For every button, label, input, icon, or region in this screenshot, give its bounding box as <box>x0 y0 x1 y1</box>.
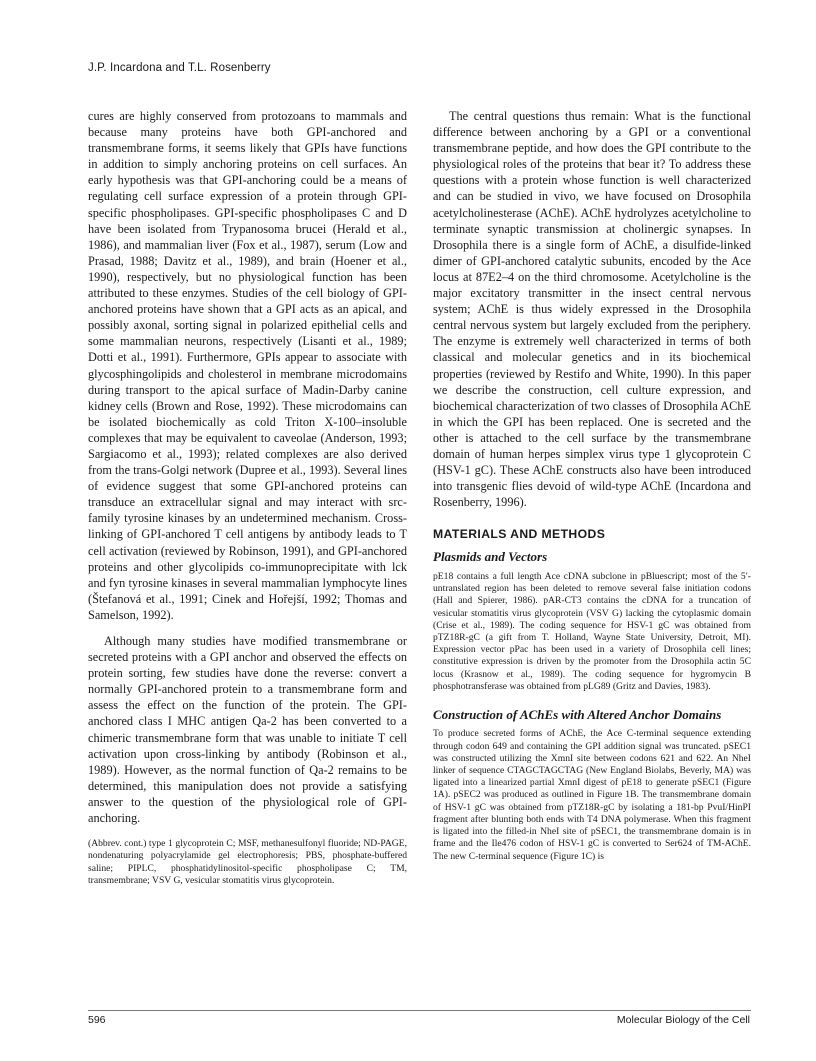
subsection-heading: Plasmids and Vectors <box>433 549 548 565</box>
right-column <box>433 108 751 863</box>
methods-paragraph: pE18 contains a full length Ace cDNA subclone in pBluescript; most of the 5′-untranslated region has been deleted to remove several false initiation codons (Hall and Spierer, 1986). pAR-CT3 contains the cDNA for a truncation of vesicular stomatitis virus glycoprotein (VSV G) lacking the cytoplasmic domain (Crise et al., 1989). The coding sequence for HSV-1 gC was obtained from pTZ18R-gC (a gift from T. Holland, Wayne State University, Detroit, MI). Expression vector pPac has been used in a variety of Drosophila cell lines; constitutive expression is driven by the promoter from the Drosophila actin 5C locus (Krasnow et al., 1989). The coding sequence for hygromycin B phosphotransferase was obtained from pLG89 (Gritz and Davies, 1983). <box>433 570 751 692</box>
methods-paragraph: To produce secreted forms of AChE, the Ace C-terminal sequence extending through codon 649 and containing the GPI addition signal was truncated. pSEC1 was constructed utilizing the XmnI site between codons 621 and 622. An NheI linker of sequence CTAGCTAGCTAG (New England Biolabs, Beverly, MA) was ligated into a linearized partial XmnI digest of pE18 to generate pSEC1 (Figure 1A). pSEC2 was produced as outlined in Figure 1B. The transmembrane domain of HSV-1 gC was obtained from pTZ18R-gC by isolating a 181-bp PvuI/HinPI fragment after blunting both ends with T4 DNA polymerase. When this fragment is ligated into the filled-in NheI site of pSEC1, the transmembrane domain is in frame and the Ile476 codon of HSV-1 gC is converted to Ser624 of TM-AChE. The new C-terminal sequence (Figure 1C) is <box>433 728 751 862</box>
body-paragraph: The central questions thus remain: What is the functional difference between anchoring by a GPI or a conventional transmembrane peptide, and how does the GPI contribute to the physiological roles of the proteins that bear it? To address these questions with a protein whose function is well characterized and can be studied in vivo, we have focused on Drosophila acetylcholinesterase (AChE). AChE hydrolyzes acetylcholine to terminate synaptic transmission at cholinergic synapses. In Drosophila there is a single form of AChE, a disulfide-linked dimer of GPI-anchored catalytic subunits, encoded by the Ace locus at 87E2–4 on the third chromosome. Acetylcholine is the major excitatory transmitter in the insect central nervous system; AChE is thus widely expressed in the Drosophila central nervous system but largely excluded from the periphery. The enzyme is extremely well characterized in terms of both classical and molecular genetics and in its biochemical properties (reviewed by Restifo and White, 1990). In this paper we describe the construction, cell culture expression, and biochemical characterization of two classes of Drosophila AChE in which the GPI has been replaced. One is secreted and the other is attached to the cell surface by the transmembrane domain of human herpes simplex virus type 1 glycoprotein C (HSV-1 gC). These AChE constructs also have been introduced into transgenic flies devoid of wild-type AChE (Incardona and Rosenberry, 1996). <box>433 109 751 510</box>
section-heading: MATERIALS AND METHODS <box>433 527 606 542</box>
running-head: J.P. Incardona and T.L. Rosenberry <box>88 62 271 74</box>
page-number: 596 <box>88 1014 106 1026</box>
subsection-heading: Construction of AChEs with Altered Anchor Domains <box>433 706 722 722</box>
body-paragraph: Although many studies have modified transmembrane or secreted proteins with a GPI anchor and observed the effects on protein sorting, few studies have done the reverse: convert a normally GPI-anchored protein to a transmembrane form and assess the effect on the function of the protein. The GPI-anchored class I MHC antigen Qa-2 has been converted to a chimeric transmembrane form that was unable to initiate T cell activation upon cross-linking by antibody (Robinson et al., 1989). However, as the normal function of Qa-2 remains to be determined, this manipulation does not provide a satisfying answer to the question of the physiological role of GPI-anchoring. <box>88 634 407 826</box>
body-paragraph: cures are highly conserved from protozoans to mammals and because many proteins have both GPI-anchored and transmembrane forms, it seems likely that GPIs have functions in addition to simply anchoring proteins on cell surfaces. An early hypothesis was that GPI-anchoring could be a means of regulating cell surface expression of a protein through GPI-specific phospholipases. GPI-specific phospholipases C and D have been isolated from Trypanosoma brucei (Herald et al., 1986), and mammalian liver (Fox et al., 1987), serum (Low and Prasad, 1988; Davitz et al., 1989), and brain (Hoener et al., 1990), respectively, but no physiological function has been attributed to these enzymes. Studies of the cell biology of GPI-anchored proteins have shown that a GPI acts as an apical, and possibly axonal, sorting signal in polarized epithelial cells and some mammalian neurons, respectively (Lisanti et al., 1989; Dotti et al., 1991). Furthermore, GPIs appear to associate with glycosphingolipids and cholesterol in membrane microdomains during transport to the apical surface of Madin-Darby canine kidney cells (Brown and Rose, 1992). These microdomains can be isolated biochemically as cold Triton X-100–insoluble complexes that may be equivalent to caveolae (Anderson, 1993; Sargiacomo et al., 1993); related complexes are also derived from the trans-Golgi network (Dupree et al., 1993). Several lines of evidence suggest that some GPI-anchored proteins can transduce an extracellular signal and may interact with src-family tyrosine kinases by an undetermined mechanism. Cross-linking of GPI-anchored T cell antigens by antibody leads to T cell activation (reviewed by Robinson, 1991), and GPI-anchored proteins and other glycolipids co-immunoprecipitate with lck and fyn tyrosine kinases in several mammalian lymphocyte lines (Štefanová et al., 1991; Cinek and Hořejší, 1992; Thomas and Samelson, 1992). <box>88 109 407 622</box>
journal-name: Molecular Biology of the Cell <box>616 1014 750 1026</box>
footer-rule <box>88 1010 751 1011</box>
left-column <box>88 108 407 887</box>
abbreviations-footnote: (Abbrev. cont.) type 1 glycoprotein C; MSF, methanesulfonyl fluoride; ND-PAGE, nondenaturing polyacrylamide gel electrophoresis; PBS, phosphate-buffered saline; PIPLC, phosphatidylinositol-specific phospholipase C; TM, transmembrane; VSV G, vesicular stomatitis virus glycoprotein. <box>88 838 407 886</box>
